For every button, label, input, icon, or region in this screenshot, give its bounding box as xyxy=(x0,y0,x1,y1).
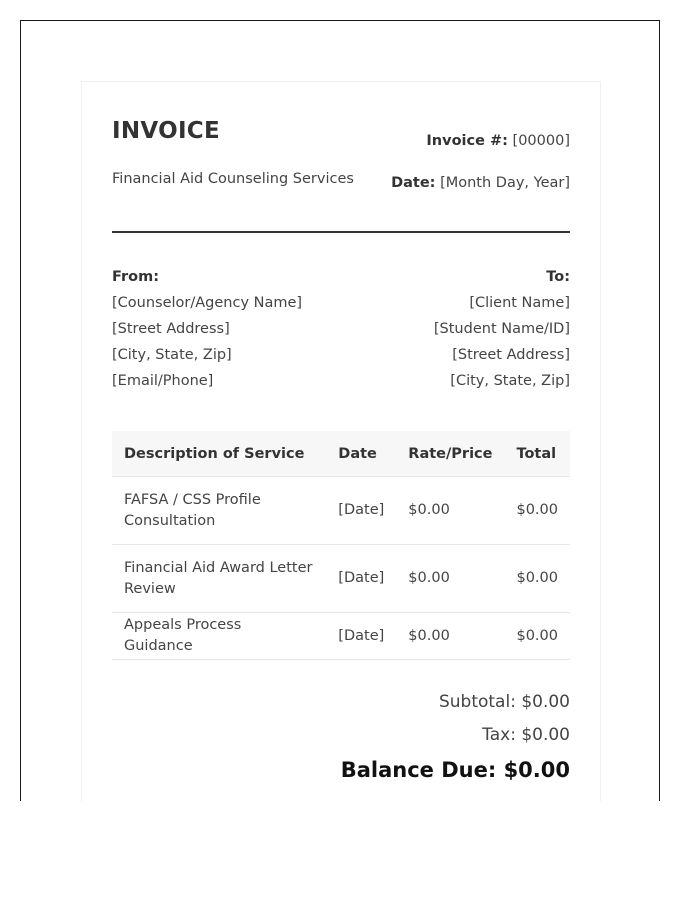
to-line: [Street Address] xyxy=(452,347,570,363)
from-line: [City, State, Zip] xyxy=(112,347,232,363)
cell-total: $0.00 xyxy=(504,613,570,660)
column-header-total: Total xyxy=(504,431,570,477)
from-line: [Street Address] xyxy=(112,321,230,337)
cell-rate: $0.00 xyxy=(396,613,504,660)
to-block xyxy=(434,267,570,397)
to-label: To: xyxy=(546,269,570,285)
to-line: [Student Name/ID] xyxy=(433,321,570,337)
from-line: [Counselor/Agency Name] xyxy=(112,295,303,311)
invoice-date xyxy=(391,175,570,191)
invoice-content xyxy=(112,112,570,782)
to-line: [Client Name] xyxy=(469,295,570,311)
cell-date: [Date] xyxy=(326,477,396,545)
invoice-date-value: [Month Day, Year] xyxy=(440,175,570,191)
subtotal: Subtotal: $0.00 xyxy=(438,692,570,712)
table-row xyxy=(112,477,570,545)
invoice-number xyxy=(426,133,570,149)
column-header-description: Description of Service xyxy=(112,431,326,477)
cell-rate: $0.00 xyxy=(396,545,504,613)
column-header-date: Date xyxy=(326,431,396,477)
invoice-date-label: Date: xyxy=(391,175,436,191)
to-line: [City, State, Zip] xyxy=(450,373,570,389)
table-row xyxy=(112,613,570,660)
invoice-subtitle: Financial Aid Counseling Services xyxy=(112,171,354,187)
balance-due: Balance Due: $0.00 xyxy=(340,758,570,782)
services-table xyxy=(112,431,570,660)
invoice-number-value: [00000] xyxy=(512,133,570,149)
cell-description: FAFSA / CSS Profile Consultation xyxy=(112,477,326,545)
cell-total: $0.00 xyxy=(504,477,570,545)
from-line: [Email/Phone] xyxy=(112,373,214,389)
table-header-row xyxy=(112,431,570,477)
header-divider xyxy=(112,231,570,233)
invoice-header xyxy=(112,112,570,202)
from-label: From: xyxy=(112,269,159,285)
from-block xyxy=(112,267,302,397)
totals-section xyxy=(341,688,570,784)
cell-rate: $0.00 xyxy=(396,477,504,545)
cell-description: Appeals Process Guidance xyxy=(112,613,326,660)
cell-date: [Date] xyxy=(326,613,396,660)
cell-description: Financial Aid Award Letter Review xyxy=(112,545,326,613)
invoice-title: INVOICE xyxy=(112,118,221,144)
cell-total: $0.00 xyxy=(504,545,570,613)
tax: Tax: $0.00 xyxy=(482,725,570,745)
invoice-number-label: Invoice #: xyxy=(426,133,508,149)
column-header-rate: Rate/Price xyxy=(396,431,504,477)
cell-date: [Date] xyxy=(326,545,396,613)
table-row xyxy=(112,545,570,613)
